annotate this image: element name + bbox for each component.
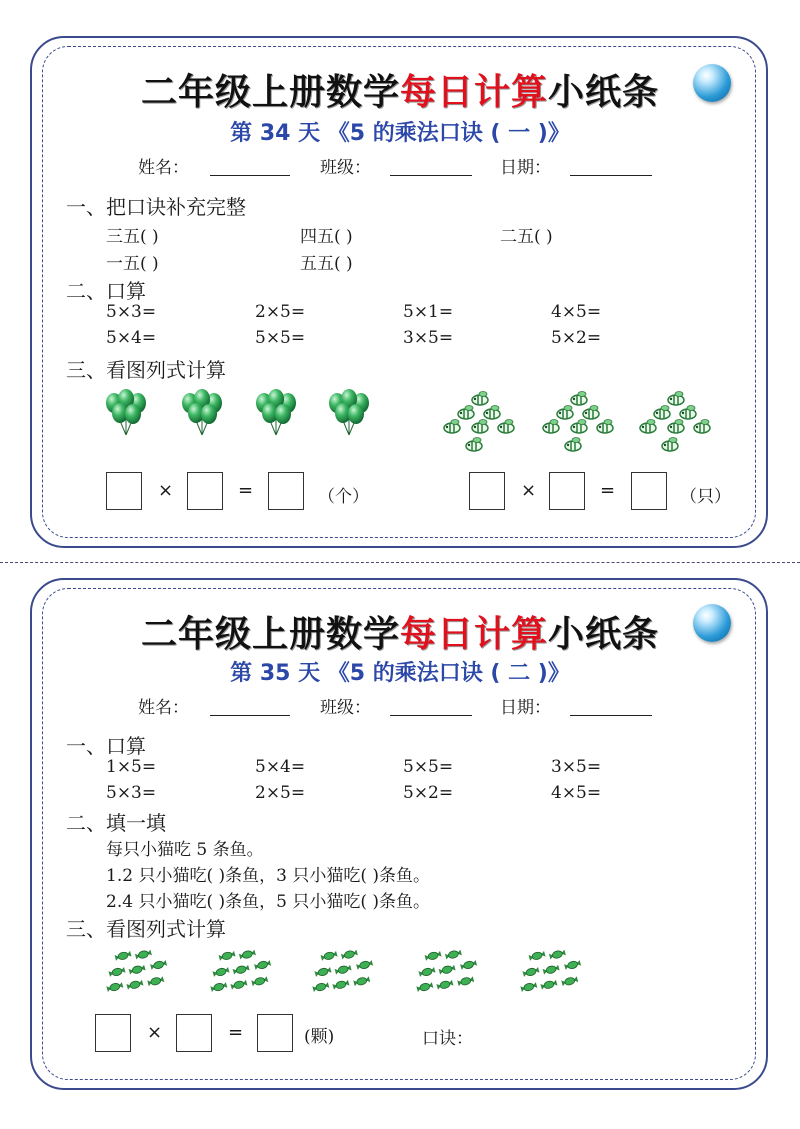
oral-calc-item[interactable]: 4×5= xyxy=(551,783,602,803)
oral-calc-item[interactable]: 4×5= xyxy=(551,302,602,322)
sheet1-section1-heading: 一、把口诀补充完整 xyxy=(66,195,246,219)
blue-orb-icon xyxy=(693,604,731,642)
cut-line xyxy=(0,562,800,563)
rhyme-fill-item[interactable]: 二五( ) xyxy=(500,227,553,247)
answer-box[interactable] xyxy=(95,1014,131,1052)
balloon-bunch xyxy=(182,393,224,437)
rhyme-fill-item[interactable]: 五五( ) xyxy=(300,254,353,274)
answer-box[interactable] xyxy=(469,472,505,510)
class-label: 班级： xyxy=(320,698,371,718)
answer-box[interactable] xyxy=(631,472,667,510)
candy-group xyxy=(104,962,174,1002)
candy-group xyxy=(310,962,380,1002)
sheet2-subtitle: 第 35 天 《5 的乘法口诀 ( 二 )》 xyxy=(230,661,570,686)
unit-label: （个） xyxy=(318,487,369,507)
name-blank[interactable] xyxy=(210,715,290,716)
balloon-bunch xyxy=(256,393,298,437)
sheet2-section3-heading: 三、看图列式计算 xyxy=(66,917,226,941)
name-label: 姓名： xyxy=(138,698,189,718)
bee-group xyxy=(452,400,522,456)
bee-group xyxy=(648,400,718,456)
balloon-bunch xyxy=(106,393,148,437)
fill-question[interactable]: 2.4 只小猫吃( )条鱼，5 只小猫吃( )条鱼。 xyxy=(106,892,430,912)
candy-group xyxy=(414,962,484,1002)
equals-sign: = xyxy=(600,480,616,501)
sheet1-subtitle: 第 34 天 《5 的乘法口诀 ( 一 )》 xyxy=(230,121,570,146)
oral-calc-item[interactable]: 5×5= xyxy=(403,757,454,777)
balloon-bunch xyxy=(329,393,371,437)
class-blank[interactable] xyxy=(390,715,472,716)
date-label: 日期： xyxy=(500,158,551,178)
fill-intro: 每只小猫吃 5 条鱼。 xyxy=(106,840,264,860)
sheet1-section2-heading: 二、口算 xyxy=(66,279,146,303)
oral-calc-item[interactable]: 3×5= xyxy=(403,328,454,348)
answer-box[interactable] xyxy=(549,472,585,510)
oral-calc-item[interactable]: 5×1= xyxy=(403,302,454,322)
unit-label: (颗) xyxy=(304,1027,335,1047)
oral-calc-item[interactable]: 5×2= xyxy=(403,783,454,803)
oral-calc-item[interactable]: 1×5= xyxy=(106,757,157,777)
answer-box[interactable] xyxy=(257,1014,293,1052)
oral-calc-item[interactable]: 5×4= xyxy=(255,757,306,777)
oral-calc-item[interactable]: 5×2= xyxy=(551,328,602,348)
times-sign: × xyxy=(521,480,537,501)
rhyme-label: 口诀： xyxy=(422,1029,473,1049)
times-sign: × xyxy=(158,480,174,501)
oral-calc-item[interactable]: 2×5= xyxy=(255,302,306,322)
sheet2-title: 二年级上册数学每日计算小纸条 xyxy=(140,614,660,655)
oral-calc-item[interactable]: 5×5= xyxy=(255,328,306,348)
answer-box[interactable] xyxy=(187,472,223,510)
sheet1-title: 二年级上册数学每日计算小纸条 xyxy=(140,72,660,113)
name-label: 姓名： xyxy=(138,158,189,178)
times-sign: × xyxy=(147,1022,163,1043)
sheet2-section2-heading: 二、填一填 xyxy=(66,811,166,835)
answer-box[interactable] xyxy=(176,1014,212,1052)
sheet1-section3-heading: 三、看图列式计算 xyxy=(66,358,226,382)
sheet2-section1-heading: 一、口算 xyxy=(66,734,146,758)
rhyme-fill-item[interactable]: 四五( ) xyxy=(300,227,353,247)
rhyme-fill-item[interactable]: 一五( ) xyxy=(106,254,159,274)
fill-question[interactable]: 1.2 只小猫吃( )条鱼，3 只小猫吃( )条鱼。 xyxy=(106,866,430,886)
oral-calc-item[interactable]: 5×3= xyxy=(106,783,157,803)
bee-group xyxy=(551,400,621,456)
date-label: 日期： xyxy=(500,698,551,718)
oral-calc-item[interactable]: 2×5= xyxy=(255,783,306,803)
oral-calc-item[interactable]: 5×3= xyxy=(106,302,157,322)
candy-group xyxy=(518,962,588,1002)
oral-calc-item[interactable]: 5×4= xyxy=(106,328,157,348)
unit-label: （只） xyxy=(680,487,731,507)
equals-sign: = xyxy=(228,1022,244,1043)
answer-box[interactable] xyxy=(268,472,304,510)
candy-group xyxy=(208,962,278,1002)
equals-sign: = xyxy=(238,480,254,501)
answer-box[interactable] xyxy=(106,472,142,510)
class-label: 班级： xyxy=(320,158,371,178)
rhyme-fill-item[interactable]: 三五( ) xyxy=(106,227,159,247)
date-blank[interactable] xyxy=(570,715,652,716)
oral-calc-item[interactable]: 3×5= xyxy=(551,757,602,777)
